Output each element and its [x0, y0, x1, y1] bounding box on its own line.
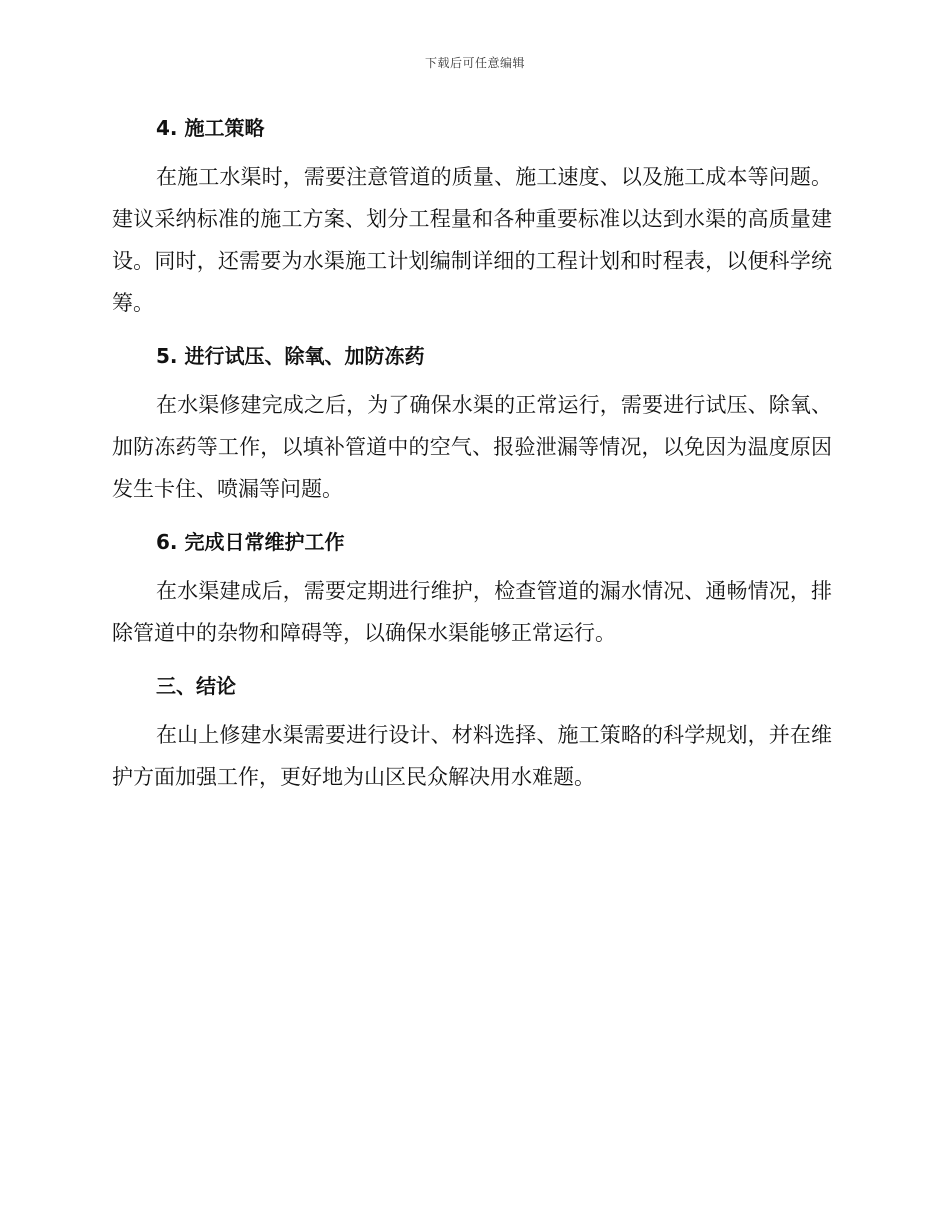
section-paragraph: 在山上修建水渠需要进行设计、材料选择、施工策略的科学规划，并在维护方面加强工作，更好地为山区民众解决用水难题。: [112, 723, 832, 789]
page-header: 下载后可任意编辑: [424, 56, 525, 70]
section-conclusion: [112, 666, 832, 798]
section-heading: 5. 进行试压、除氧、加防冻药: [156, 344, 425, 368]
section-heading: 6. 完成日常维护工作: [156, 530, 345, 554]
document-body: [112, 108, 832, 810]
section-heading: 三、结论: [156, 674, 236, 698]
section-pressure-test: [112, 336, 832, 510]
section-construction-strategy: [112, 108, 832, 324]
section-maintenance: [112, 522, 832, 654]
section-paragraph: 在水渠修建完成之后，为了确保水渠的正常运行，需要进行试压、除氧、加防冻药等工作，以填补管道中的空气、报验泄漏等情况，以免因为温度原因发生卡住、喷漏等问题。: [112, 393, 832, 501]
section-paragraph: 在施工水渠时，需要注意管道的质量、施工速度、以及施工成本等问题。建议采纳标准的施工方案、划分工程量和各种重要标准以达到水渠的高质量建设。同时，还需要为水渠施工计划编制详细的工程计划和时程表，以便科学统筹。: [112, 165, 832, 315]
section-heading: 4. 施工策略: [156, 116, 265, 140]
section-paragraph: 在水渠建成后，需要定期进行维护，检查管道的漏水情况、通畅情况，排除管道中的杂物和障碍等，以确保水渠能够正常运行。: [112, 579, 832, 645]
